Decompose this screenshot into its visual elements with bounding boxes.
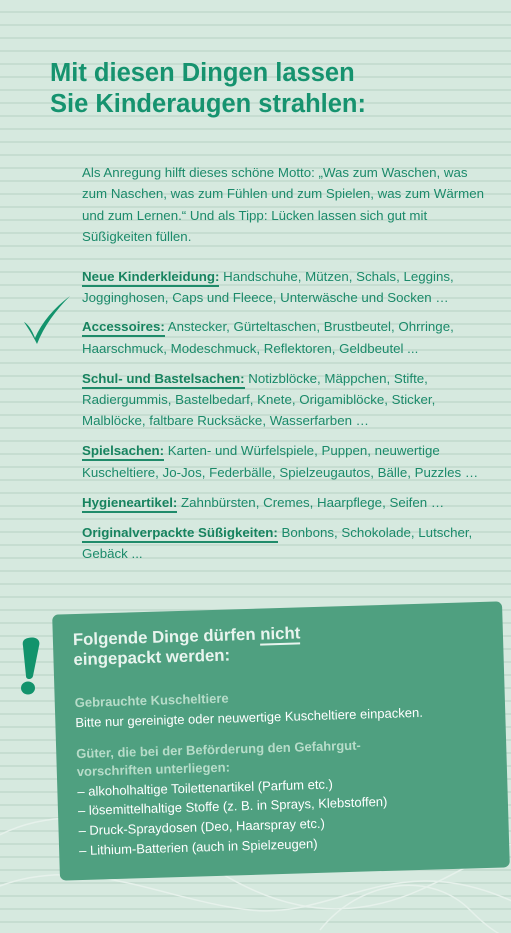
category-label: Neue Kinderkleidung: (82, 269, 219, 287)
category-label: Spielsachen: (82, 443, 164, 461)
page-title (50, 58, 366, 120)
forbidden-item: – Druck-Spraydosen (Deo, Haarspray etc.) (78, 815, 326, 839)
category-item (82, 440, 502, 482)
category-text: Zahnbürsten, Cremes, Haarpflege, Seifen … (177, 494, 445, 510)
forbidden-item: – Lithium-Batterien (auch in Spielzeugen) (78, 835, 318, 858)
exclamation-icon (14, 636, 48, 696)
forbidden-item: – alkoholhaltige Toilettenartikel (Parfum etc.) (77, 775, 334, 799)
category-item (82, 316, 502, 358)
section1-text: Bitte nur gereinigte oder neuwertige Kuscheltiere einpacken. (75, 704, 424, 730)
category-label: Accessoires: (82, 319, 165, 337)
box-title-emphasis: nicht (259, 623, 301, 644)
box-title (73, 618, 486, 670)
category-text: Anstecker, Gürteltaschen, Brustbeutel, Ohrringe, Haarschmuck, Modeschmuck, Reflektoren, Geldbeutel ... (82, 319, 454, 356)
section1-title: Gebrauchte Kuscheltiere (74, 690, 229, 711)
category-item (82, 492, 502, 513)
category-label: Schul- und Bastelsachen: (82, 371, 245, 389)
category-text: Notizblöcke, Mäppchen, Stifte, Radiergummis, Bastelbedarf, Knete, Origamiblöcke, Sticker, Malblöcke, faltbare Rucksäcke, Wasserfarben … (82, 370, 436, 429)
category-list (82, 266, 502, 564)
category-text: Handschuhe, Mützen, Schals, Leggins, Jogginghosen, Caps und Fleece, Unterwäsche und Socken … (82, 269, 454, 306)
section2-title-line2: vorschriften unterliegen: (76, 759, 231, 780)
forbidden-item: – lösemittelhaltige Stoffe (z. B. in Sprays, Klebstoffen) (77, 794, 388, 819)
checkmark-icon (18, 292, 74, 348)
category-text: Karten- und Würfelspiele, Puppen, neuwertige Kuscheltiere, Jo-Jos, Federbälle, Spielzeugautos, Bälle, Puzzles … (82, 443, 479, 480)
category-item (82, 266, 502, 308)
title-line-1: Mit diesen Dingen lassen (50, 59, 355, 87)
intro-text: Als Anregung hilft dieses schöne Motto: „Was zum Waschen, was zum Naschen, was zum Fühlen und zum Spielen, was zum Wärmen und zum Lernen.“ Und als Tipp: Lücken lassen sich gut mit Süßigkeiten füllen. (82, 165, 485, 244)
category-label: Originalverpackte Süßigkeiten: (82, 525, 278, 543)
title-line-2: Sie Kinderaugen strahlen: (50, 90, 366, 118)
section2-title-line1: Güter, die bei der Beförderung den Gefahrgut- (76, 737, 361, 761)
category-item (82, 368, 502, 432)
not-allowed-box (52, 601, 510, 880)
box-title-part2: eingepackt werden: (73, 645, 231, 670)
category-label: Hygieneartikel: (82, 495, 177, 513)
box-title-part1: Folgende Dinge dürfen (72, 624, 261, 650)
category-text: Bonbons, Schokolade, Lutscher, Gebäck ... (82, 525, 473, 562)
category-item (82, 522, 502, 564)
